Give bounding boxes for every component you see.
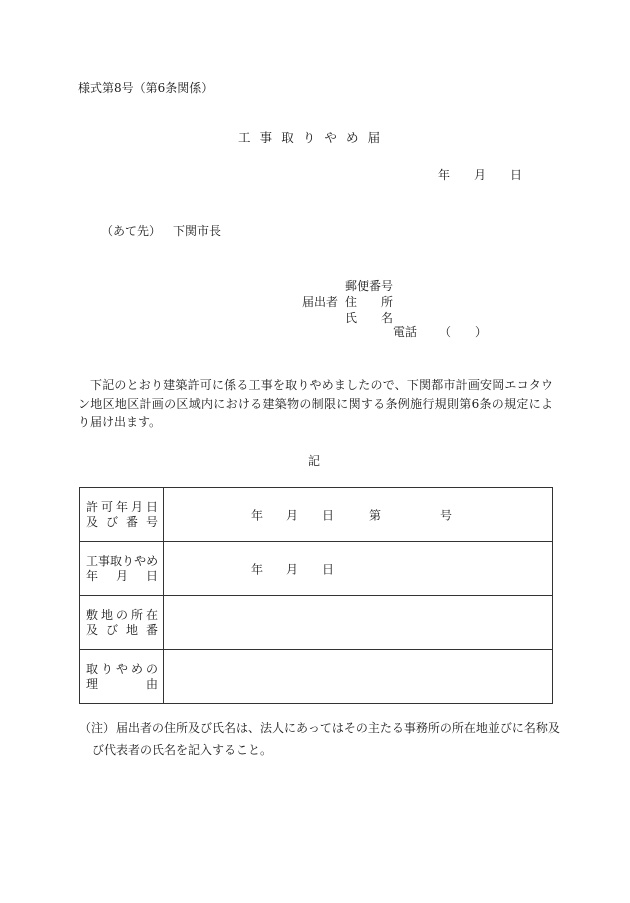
phone-parens: （ ） (439, 325, 488, 339)
title-char: 事 (259, 130, 273, 145)
reason-field[interactable] (164, 650, 553, 704)
name-label: 氏 名 (345, 311, 394, 325)
document-title (238, 132, 389, 145)
addressee (101, 225, 221, 237)
table-row (80, 488, 553, 542)
title-char: り (302, 130, 316, 145)
title-char: 届 (367, 130, 381, 145)
month-label: 月 (286, 562, 299, 576)
year-label: 年 (251, 562, 264, 576)
date-month-label: 月 (474, 168, 487, 182)
note-line-1: 届出者の住所及び氏名は、法人にあってはその主たる事務所の所在地並びに名称及 (116, 721, 560, 735)
table-row (80, 596, 553, 650)
applicant-label: 届出者 (302, 295, 339, 309)
cancel-date-field[interactable] (164, 542, 553, 596)
date-day-label: 日 (510, 168, 523, 182)
addressee-prefix: （あて先） (101, 224, 162, 238)
year-label: 年 (251, 508, 264, 522)
table-row (80, 650, 553, 704)
submission-date (438, 169, 522, 181)
form-code: 様式第8号（第6条関係） (78, 81, 214, 95)
form-table (79, 487, 553, 704)
address-label: 住 所 (345, 295, 394, 309)
permit-date-number-field[interactable] (164, 488, 553, 542)
postal-code-label: 郵便番号 (345, 279, 394, 293)
month-label: 月 (286, 508, 299, 522)
day-label: 日 (322, 508, 335, 522)
row-label-permit-date: 許 可 年 月 日 及 び 番 号 (80, 488, 164, 542)
row-label-reason: 取 り や め の 理 由 (80, 650, 164, 704)
site-location-field[interactable] (164, 596, 553, 650)
day-label: 日 (322, 562, 335, 576)
ki-heading: 記 (308, 454, 321, 468)
title-char: 工 (238, 130, 251, 145)
title-char: 取 (281, 130, 294, 145)
body-text: 下記のとおり建築許可に係る工事を取りやめましたので、下関都市計画安岡エコタウン地区地区計画の区域内における建築物の制限に関する条例施行規則第6条の規定により届け出ます。 (78, 378, 553, 429)
table-row (80, 542, 553, 596)
row-label-site-location: 敷 地 の 所 在 及 び 地 番 (80, 596, 164, 650)
title-char: や (324, 130, 337, 145)
date-year-label: 年 (438, 168, 451, 182)
dai-label: 第 (369, 508, 382, 522)
title-char: め (345, 130, 359, 145)
note-mark: （注） (79, 721, 116, 735)
note-line-2: び代表者の氏名を記入すること。 (92, 743, 273, 757)
addressee-name: 下関市長 (173, 224, 222, 238)
go-label: 号 (440, 508, 453, 522)
phone-field (393, 326, 487, 338)
row-label-cancel-date: 工 事 取 り や め 年 月 日 (80, 542, 164, 596)
phone-label: 電話 (393, 325, 418, 339)
